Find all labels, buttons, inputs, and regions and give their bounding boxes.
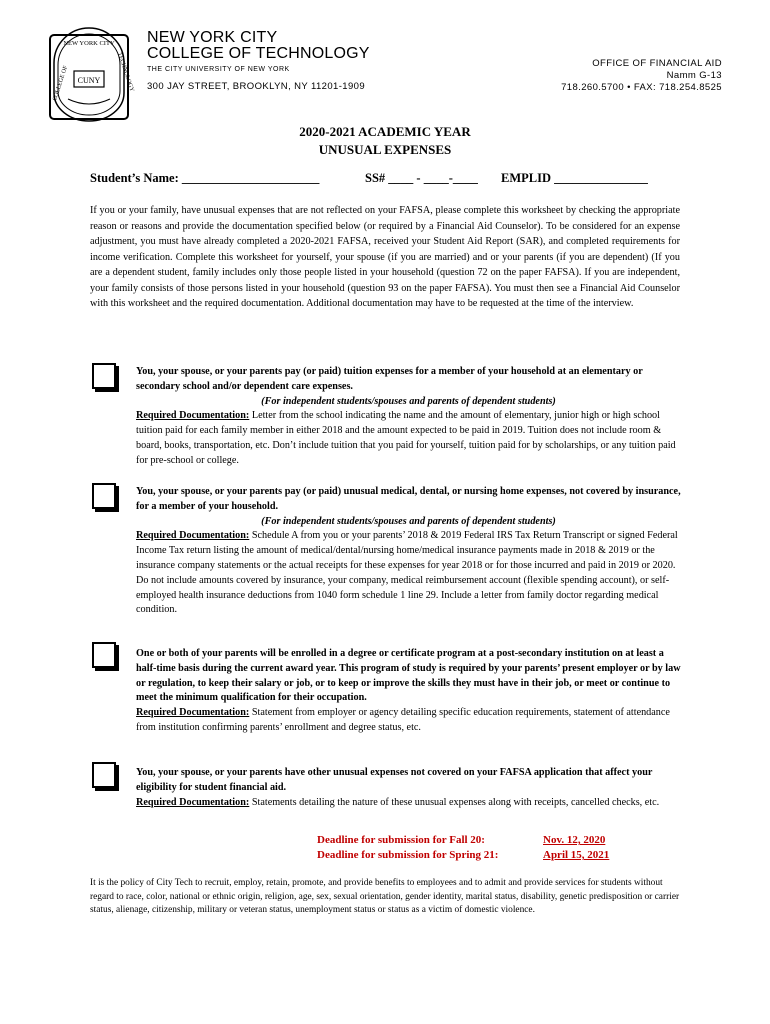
item-medical-expenses [136,485,681,618]
university-name: THE CITY UNIVERSITY OF NEW YORK [147,66,290,73]
deadline-fall-date: Nov. 12, 2020 [543,834,606,846]
required-documentation-text: Letter from the school indicating the name and the amount of elementary, junior high or high school tuition paid for each family member in either 2018 and the amount expected to be paid in 2019. Tuition does not include room & board, books, transportation, etc. Don’t include tuition that you paid for yourself, tuition paid for by scholarships, or any tuition paid for pre-school or college. [136,410,676,466]
checkbox-parent-enrollment[interactable] [92,642,116,668]
required-documentation-label: Required Documentation: [136,707,250,719]
college-name-line1: NEW YORK CITY [147,29,278,46]
college-name [147,30,370,62]
required-documentation-label: Required Documentation: [136,530,250,542]
svg-text:TECHNOLOGY: TECHNOLOGY [116,51,135,93]
college-seal-logo [48,33,135,121]
deadline-fall-label: Deadline for submission for Fall 20: [317,834,485,846]
checkbox-medical-expenses[interactable] [92,483,116,509]
office-name: OFFICE OF FINANCIAL AID [592,58,722,69]
required-documentation-text: Schedule A from you or your parents’ 2018 & 2019 Federal IRS Tax Return Transcript or signed Federal Income Tax return listing the amount of medical/dental/nursing home/medical insurance payments made in 2018 & 2019 or the insurance company statements or the actual receipts for these expenses for year 2018 or for those incurred and paid in 2019 or 2020. Do not include amounts covered by insurance, your company, medical reimbursement account (flexible spending account), or self-employed health insurance deductions from 1040 form schedule 1 line 29. Include a letter from family doctor regarding medical condition. [136,530,678,616]
item-note: (For independent students/spouses and parents of dependent students) [261,515,556,527]
item-heading: You, your spouse, or your parents have other unusual expenses not covered on your FAFSA application that affect your eligibility for student financial aid. [136,767,653,793]
required-documentation-label: Required Documentation: [136,410,250,422]
ssn-field[interactable]: SS# ____ - ____-____ [365,171,478,185]
required-documentation-text: Statement from employer or agency detailing specific education requirements, statement of attendance from institution confirming parents’ enrollment and degree status, etc. [136,707,670,733]
item-tuition-expenses [136,365,681,469]
required-documentation-text: Statements detailing the nature of these unusual expenses along with receipts, cancelled checks, etc. [249,796,660,808]
item-other-expenses [136,766,681,810]
item-parent-enrollment [136,647,681,736]
item-heading: One or both of your parents will be enrolled in a degree or certificate program at a post-secondary institution on at least a half-time basis during the current award year. This program of study is required by your parents’ present employer or by law or regulation, to keep their salary or job, or to keep or improve the skills they must have in their job, or meet or continue to meet the minimum qualification for their occupation. [136,648,681,704]
intro-paragraph: If you or your family, have unusual expenses that are not reflected on your FAFSA, please complete this worksheet by checking the appropriate reason or reasons and provide the documentation specified below (or required by a Financial Aid Counselor). To be considered for an expense adjustment, you must have already completed a 2020-2021 FAFSA, received your Student Aid Report (SAR), and completed requirements for income verification. Complete this worksheet for yourself, your spouse (if you are married) and or your parents (if you are dependent) (If you are a dependent student, family includes only those people listed in your household (question 72 on the paper FAFSA). If you are independent, your family consists of those persons listed in your household (question 93 on the paper FAFSA). You must then see a Financial Aid Counselor with this worksheet and the required documentation. Additional documentation may have to be requested at the time of the interview. [90,205,680,309]
deadline-spring-label: Deadline for submission for Spring 21: [317,849,499,861]
document-title: UNUSUAL EXPENSES [318,142,452,157]
student-name-field[interactable]: Student’s Name: ______________________ [90,171,320,185]
checkbox-other-expenses[interactable] [92,762,116,788]
svg-text:NEW YORK CITY: NEW YORK CITY [63,40,115,47]
college-name-line2: COLLEGE OF TECHNOLOGY [147,45,370,62]
svg-text:COLLEGE OF: COLLEGE OF [52,65,70,102]
required-documentation-label: Required Documentation: [136,796,250,808]
college-address: 300 JAY STREET, BROOKLYN, NY 11201-1909 [147,81,366,92]
emplid-field[interactable]: EMPLID _______________ [501,171,648,185]
office-phone-fax: 718.260.5700 • FAX: 718.254.8525 [561,82,722,93]
office-room: Namm G-13 [666,70,722,81]
svg-text:CUNY: CUNY [77,76,101,85]
checkbox-tuition-expenses[interactable] [92,363,116,389]
document-title-year: 2020-2021 ACADEMIC YEAR [299,124,471,139]
item-heading: You, your spouse, or your parents pay (or paid) unusual medical, dental, or nursing home expenses, not covered by insurance, for a member of your household. [136,486,681,512]
non-discrimination-policy: It is the policy of City Tech to recruit, employ, retain, promote, and provide benefits to employees and to admit and provide services for students without regard to race, color, national or ethnic origin, religion, age, sex, sexual orientation, gender identity, marital status, disability, genetic predisposition or carrier status, alienage, citizenship, military or veteran status, unemployment status or status as a victim of domestic violence. [90,878,680,916]
item-note: (For independent students/spouses and parents of dependent students) [261,395,556,407]
deadline-spring-date: April 15, 2021 [543,849,610,861]
item-heading: You, your spouse, or your parents pay (or paid) tuition expenses for a member of your household at an elementary or secondary school and/or dependent care expenses. [136,366,643,392]
